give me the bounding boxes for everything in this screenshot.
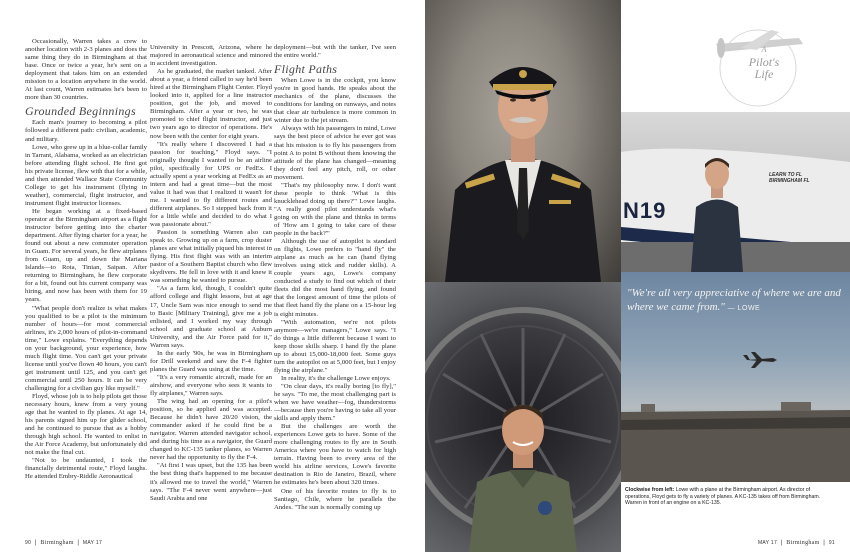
paragraph: Always with his passengers in mind, Lowe says the best piece of advice he ever got was that his mission is to fly his passengers from point A to point B without them knowing the attitude of the plane has changed—meaning they don't feel any pitch, roll, or other movement.	[274, 125, 396, 181]
pilots-life-logo	[734, 44, 794, 80]
paragraph: "Not to be undaunted, I took the financially detrimental route," Floyd laughs. He attended Embry-Riddle Aeronautical	[25, 457, 147, 481]
paragraph: Although the use of autopilot is standard on flights, Lowe prefers to "hand fly" the airplane as much as he can (hand flying involves using stick and rudder skills). A couple years ago, Lowe's company conducted a study to find out which of their fleets did the most hand flying, and found that the longest amount of time the pilots of that fleet hand fly the plane on a 15-hour leg is eight minutes.	[274, 238, 396, 318]
pilot-illustration	[425, 0, 621, 282]
photo-kc135-takeoff	[621, 272, 850, 482]
photo-lowe-pilot	[425, 0, 621, 282]
paragraph: "It's a very romantic aircraft, made for an airshow, and everyone who sees it wants to fly airplanes," Warren says.	[150, 373, 272, 398]
logo-line-2: Pilot's	[748, 55, 780, 69]
paragraph: Passion is something Warren also can speak to. Growing up on a farm, crop duster planes are what initially piqued his interest in flying. His first flight was with an interim pastor of a Southern Baptist church who flew skydivers. He fell in love with it and knew it was something he wanted to pursue.	[150, 229, 272, 285]
fuselage-text	[769, 172, 810, 184]
paragraph: Floyd, whose job is to help pilots get those necessary hours, knew from a very young age that he wanted to fly planes. At age 14, his parents signed him up for glider school, and he continued to pursue that as a hobby through high school. He wanted to enlist in the Air Force Academy, but unfortunately did not make the final cut.	[25, 393, 147, 457]
tail-number: N19	[623, 198, 667, 223]
kc135-plane-icon	[743, 352, 777, 368]
article-column-1	[25, 38, 147, 482]
paragraph: As he graduated, the market tanked. After about a year, a friend called to say he'd been hired at the Birmingham Flight Center. Floyd looked into it, applied for a line instructor position, got the job, and moved to Birmingham. After a year or two, he was promoted to chief flight instructor, and just two years ago to director of operations. He's now been with the center for eight years.	[150, 68, 272, 140]
paragraph: "On clear days, it's really boring [to fly]," he says. "To me, the most challenging part is when we have weather—fog, thunderstorms—because then you're having to take all your skills and apply them."	[274, 382, 396, 423]
paragraph: In reality, it's the challenge Lowe enjoys.	[281, 374, 391, 382]
article-column-2	[150, 44, 272, 503]
paragraph: deployment—but with the tanker, I've seen the entire world."	[274, 44, 396, 60]
page-number: 91	[828, 540, 835, 546]
fuselage-text-line-1: LEARN TO FL	[769, 172, 802, 178]
pull-quote	[627, 286, 842, 316]
paragraph: "As a farm kid, though, I couldn't quite afford college and flight lessons, but at age 17, Uncle Sam was nice enough to send me to Basic [Military Training], give me a job enlisted, and I worked my way through school and graduate school at Auburn University, and the Air Force paid for it," Warren says.	[150, 285, 272, 349]
photo-floyd-plane	[621, 112, 850, 272]
magazine-name: Birmingham	[40, 540, 74, 546]
paragraph: Lowe, who grew up in a blue-collar family in Tarrant, Alabama, worked as an electrician before attending flight school. He first got his private license, flew with that for a while, and then attended Wallace State Community College to get his instrument (flying in weather), commercial, flight instructor, and instrument flight instructor licenses.	[25, 143, 147, 207]
caption-body: Lowe with a plane at the Birmingham airport. As director of operations, Floyd gets to fly a variety of planes. A KC-135 takes off from Birmingham. Warren in front of an engine on a KC-135.	[625, 487, 821, 507]
issue-date: MAY 17	[82, 540, 103, 546]
paragraph: Each man's journey to becoming a pilot followed a different path: civilian, academic, and military.	[25, 119, 147, 143]
photo-caption	[625, 487, 835, 507]
pull-quote-attribution: — LOWE	[727, 305, 761, 312]
folio-right: MAY 17 | Birmingham | 91	[757, 540, 835, 546]
paragraph: One of his favorite routes to fly is to Santiago, Chile, where he parallels the Andes. "The sun is normally coming up	[274, 487, 396, 511]
engine-illustration	[425, 282, 621, 552]
logo-line-3: Life	[754, 67, 774, 81]
paragraph: "At first I was upset, but the 135 has been the best thing that's happened to me because it's allowed me to travel the world," Warren says. "The F-4 never went anywhere—just Saudi Arabia and one	[150, 462, 272, 502]
paragraph: "With automation, we're not pilots anymore—we're managers," Lowe says. "I do things a little different because I want to keep those skills sharp. I hand fly the plane up to about 15,000-18,000 feet. Some guys turn the autopilot on at 5,000 feet, but I enjoy flying the airplane."	[274, 318, 396, 374]
fuselage-text-line-2: BIRMINGHAM FL	[769, 178, 810, 184]
pilots-life-logo-area	[621, 0, 850, 112]
paragraph: In the early '90s, he was in Birmingham for Drill weekend and saw the F-4 fighter planes the Guard was using at the time.	[150, 349, 272, 373]
folio-left: 90 | Birmingham | MAY 17	[25, 540, 103, 546]
paragraph: The wing had an opening for a pilot's position, so he applied and was accepted. Because he didn't have 20/20 vision, the commander asked if he could first be a navigator. Warren attended navigator school, and during his time as a navigator, the Guard changed to KC-135 tanker planes, so Warren never had the opportunity to fly the F-4.	[150, 398, 272, 462]
section-heading-grounded-beginnings: Grounded Beginnings	[25, 104, 136, 119]
plane-fuselage-illustration	[621, 112, 850, 272]
magazine-name: Birmingham	[786, 540, 820, 546]
paragraph: University in Prescott, Arizona, where he majored in aeronautical science and minored in accident investigation.	[150, 44, 272, 68]
paragraph: But the challenges are worth the experiences Lowe gets to have. Some of the more challenging routes to fly are in South America where you have to watch for high terrain. Having been to every area of the world his airline services, Lowe's favorite destination is Rio de Janeiro, Brazil, where he estimates he's been about 320 times.	[274, 423, 396, 487]
paragraph: "What people don't realize is what makes you qualified to be a pilot is the minimum number of hours—for most commercial airlines, it's 2,000 hours of pilot-in-command time," Lowe explains. "Everything depends on your background, your experience, how much flight time. You can't get your private license until you've flown 40 hours, you can't get instrument until 125, and you can't get commercial until 250 hours. It can be very challenging for a civilian guy like myself."	[25, 304, 147, 392]
page-number: 90	[25, 540, 32, 546]
logo-line-1: A	[761, 45, 767, 54]
paragraph: He began working at a fixed-based operator at the Birmingham airport as a flight instructor before getting into the charter department. After flying charter for a year, he found out about a new commuter operation in Guam. For several years, he flew airplanes from Guam, up and down the Mariana Islands—to Rota, Tinian, Saipan. After returning to Birmingham, he flew corporate for a bit, found out his current company was hiring, and now has been with them for 19 years.	[25, 207, 147, 304]
article-column-3	[274, 44, 396, 512]
pull-quote-text: "We're all very appreciative of where we are and where we came from."	[627, 287, 841, 313]
right-page	[425, 0, 850, 552]
paragraph: When Lowe is in the cockpit, you know you're in good hands. He speaks about the mechanics of the plane, discusses the conditions for landing on runways, and notes that clear air turbulence is more common in winter due to the jet stream.	[274, 77, 396, 125]
paragraph: Occasionally, Warren takes a crew to another location with 2-3 planes and does the same thing they do in Birmingham at that base. Once or twice a year, he's sent on a deployment that takes him on an extended mission to a location anywhere in the world. At last count, Warren estimates he's been to more than 30 countries.	[25, 38, 147, 102]
photo-warren-engine	[425, 282, 621, 552]
paragraph: "That's my philosophy now. I don't want these people to think 'What is this knucklehead doing up there?'" Lowe laughs. "A really good pilot understands what's going on with the plane and thinks in terms of 'How am I going to take care of these people in the back?'"	[274, 181, 396, 238]
caption-lead: Clockwise from left:	[625, 487, 675, 493]
paragraph: "It's really where I discovered I had a passion for teaching," Floyd says. "I originally thought I wanted to be an airline pilot, specifically for UPS or FedEx. I actually spent a year working at FedEx as an intern and had a great time—but the most value it had was that I realized it wasn't for me. I wanted to fly different routes and different airplanes. So I stepped back from it for a little while and decided to do what I was passionate about."	[150, 140, 272, 229]
issue-date: MAY 17	[757, 540, 778, 546]
section-heading-flight-paths: Flight Paths	[274, 62, 338, 77]
